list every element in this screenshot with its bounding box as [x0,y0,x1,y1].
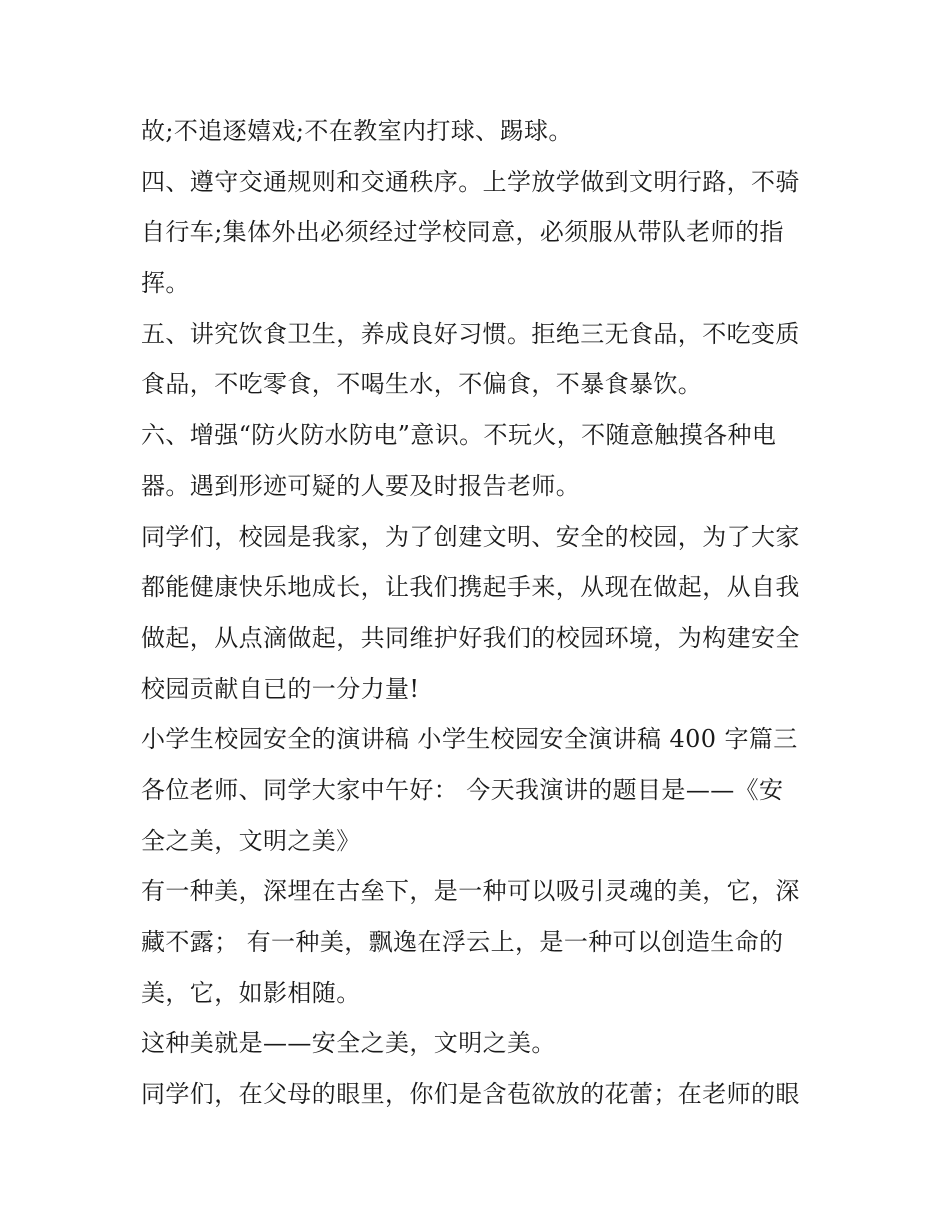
text-line: 校园贡献自已的一分力量! [141,674,420,703]
text-line: 六、增强“防火防水防电”意识。不玩火，不随意触摸各种电 [141,421,777,450]
text-line: 食品，不吃零食，不喝生水，不偏食，不暴食暴饮。 [141,370,703,399]
text-line: 同学们，校园是我家，为了创建文明、安全的校园，为了大家 [141,522,800,551]
text-line: 做起，从点滴做起，共同维护好我们的校园环境，为构建安全 [141,623,800,652]
text-line: 美，它，如影相随。 [141,978,361,1007]
text-line: 故;不追逐嬉戏;不在教室内打球、踢球。 [141,117,573,145]
text-line: 五、讲究饮食卫生，养成良好习惯。拒绝三无食品，不吃变质 [141,319,800,348]
text-line: 全之美，文明之美》 [141,826,361,855]
text-line: 挥。 [141,269,190,298]
text-line: 有一种美，深埋在古垒下，是一种可以吸引灵魂的美，它，深 [141,877,800,906]
heading-line: 小学生校园安全的演讲稿 小学生校园安全演讲稿 400 字篇三 [141,725,798,754]
text-line: 自行车;集体外出必须经过学校同意，必须服从带队老师的指 [141,218,784,247]
text-line: 器。遇到形迹可疑的人要及时报告老师。 [141,471,581,500]
text-line: 各位老师、同学大家中午好： 今天我演讲的题目是——《安 [141,775,784,804]
text-line: 四、遵守交通规则和交通秩序。上学放学做到文明行路，不骑 [141,167,800,196]
text-line: 这种美就是——安全之美，文明之美。 [141,1029,556,1058]
text-line: 藏不露； 有一种美，飘逸在浮云上，是一种可以创造生命的 [141,928,784,956]
document-body [141,106,821,1120]
text-line: 同学们，在父母的眼里，你们是含苞欲放的花蕾；在老师的眼 [141,1080,800,1109]
text-line: 都能健康快乐地成长，让我们携起手来，从现在做起，从自我 [141,573,800,602]
